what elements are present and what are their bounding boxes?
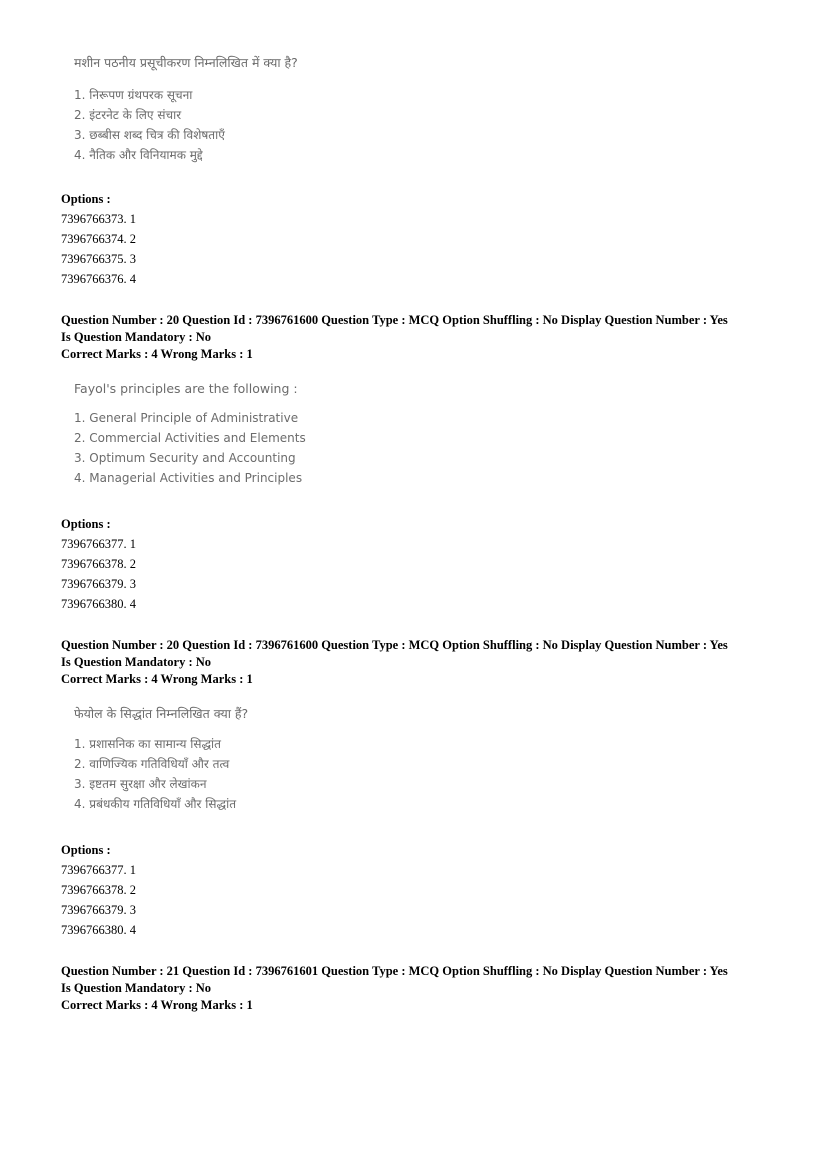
option-item: 7396766377. 1 (61, 863, 136, 877)
question-item: 2. इंटरनेट के लिए संचार (74, 108, 182, 122)
question-item: 3. Optimum Security and Accounting (74, 451, 296, 465)
question-mandatory-line: Is Question Mandatory : No (61, 981, 212, 995)
question-item: 2. वाणिज्यिक गतिविधियाँ और तत्व (74, 757, 230, 771)
option-item: 7396766373. 1 (61, 212, 136, 226)
question-item: 1. General Principle of Administrative (74, 411, 299, 425)
question-meta-line: Question Number : 20 Question Id : 7396761600 Question Type : MCQ Option Shuffling : No Display Question Number : Yes (61, 638, 728, 652)
question-image-hindi-1 (74, 54, 298, 165)
option-item: 7396766380. 4 (61, 923, 136, 937)
question-item-list (74, 85, 298, 165)
option-item: 7396766374. 2 (61, 232, 136, 246)
question-marks-line: Correct Marks : 4 Wrong Marks : 1 (61, 998, 253, 1012)
option-item: 7396766378. 2 (61, 883, 136, 897)
option-item: 7396766377. 1 (61, 537, 136, 551)
options-list (61, 840, 136, 940)
question-meta-line: Question Number : 21 Question Id : 7396761601 Question Type : MCQ Option Shuffling : No Display Question Number : Yes (61, 964, 728, 978)
option-item: 7396766375. 3 (61, 252, 136, 266)
question-item: 3. इष्टतम सुरक्षा और लेखांकन (74, 777, 207, 791)
option-item: 7396766380. 4 (61, 597, 136, 611)
question-item: 3. छब्बीस शब्द चित्र की विशेषताएँ (74, 128, 225, 142)
question-marks-line: Correct Marks : 4 Wrong Marks : 1 (61, 347, 253, 361)
question-item-list (74, 734, 248, 814)
question-header (61, 637, 801, 688)
question-text: Fayol's principles are the following : (74, 381, 298, 396)
question-text: मशीन पठनीय प्रसूचीकरण निम्नलिखित में क्या है? (74, 55, 298, 70)
option-item: 7396766376. 4 (61, 272, 136, 286)
options-list (61, 189, 136, 289)
question-text: फेयोल के सिद्धांत निम्नलिखित क्या हैं? (74, 706, 249, 721)
question-item: 2. Commercial Activities and Elements (74, 431, 306, 445)
question-item: 1. निरूपण ग्रंथपरक सूचना (74, 88, 193, 102)
option-item: 7396766379. 3 (61, 903, 136, 917)
options-label: Options : (61, 843, 111, 857)
option-item: 7396766379. 3 (61, 577, 136, 591)
question-image-english (74, 381, 306, 488)
question-header (61, 312, 801, 363)
question-item: 4. प्रबंधकीय गतिविधियाँ और सिद्धांत (74, 797, 237, 811)
question-marks-line: Correct Marks : 4 Wrong Marks : 1 (61, 672, 253, 686)
question-item-list (74, 408, 306, 488)
question-item: 4. Managerial Activities and Principles (74, 471, 303, 485)
question-mandatory-line: Is Question Mandatory : No (61, 330, 212, 344)
options-list (61, 514, 136, 614)
question-meta-line: Question Number : 20 Question Id : 7396761600 Question Type : MCQ Option Shuffling : No Display Question Number : Yes (61, 313, 728, 327)
options-label: Options : (61, 517, 111, 531)
question-item: 4. नैतिक और विनियामक मुद्दे (74, 148, 203, 162)
question-image-hindi-2 (74, 705, 248, 814)
option-item: 7396766378. 2 (61, 557, 136, 571)
options-label: Options : (61, 192, 111, 206)
question-item: 1. प्रशासनिक का सामान्य सिद्धांत (74, 737, 221, 751)
question-mandatory-line: Is Question Mandatory : No (61, 655, 212, 669)
question-header (61, 963, 801, 1014)
